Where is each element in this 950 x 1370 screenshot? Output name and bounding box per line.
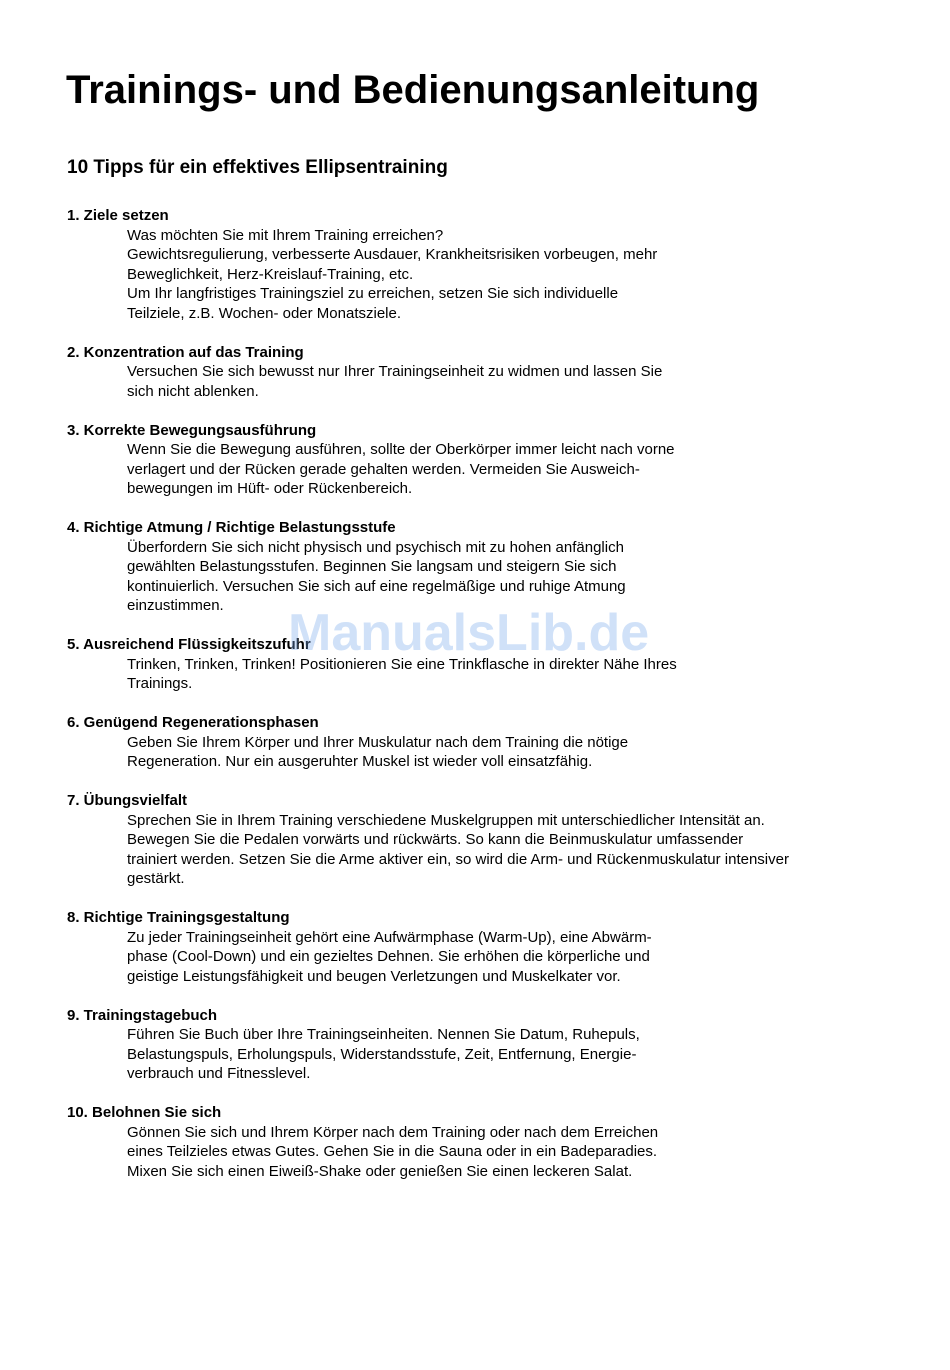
tip-heading: 5. Ausreichend Flüssigkeitszufuhr <box>67 636 311 653</box>
tip-text-line: Geben Sie Ihrem Körper und Ihrer Muskulatur nach dem Training die nötige <box>127 733 629 751</box>
watermark: ManualsLib.de <box>288 604 650 662</box>
tip-text-line: Teilziele, z.B. Wochen- oder Monatsziele. <box>127 304 402 322</box>
tip-section <box>67 206 897 323</box>
tip-text-line: Führen Sie Buch über Ihre Trainingseinheiten. Nennen Sie Datum, Ruhepuls, <box>127 1026 640 1043</box>
tips-list <box>67 206 897 1201</box>
tip-text-line: Sprechen Sie in Ihrem Training verschiedene Muskelgruppen mit unterschiedlicher Intensität an. <box>127 811 765 829</box>
tip-text-line: bewegungen im Hüft- oder Rückenbereich. <box>127 480 413 497</box>
tip-section <box>67 421 897 499</box>
tip-heading: 2. Konzentration auf das Training <box>67 343 304 361</box>
tip-section <box>67 713 897 772</box>
tip-text-line: verlagert und der Rücken gerade gehalten werden. Vermeiden Sie Ausweich- <box>127 460 640 478</box>
tip-text-line: Was möchten Sie mit Ihrem Training erreichen? <box>127 226 444 244</box>
tip-heading: 7. Übungsvielfalt <box>67 792 188 809</box>
tip-section <box>67 518 897 616</box>
tip-text-line: Zu jeder Trainingseinheit gehört eine Aufwärmphase (Warm-Up), eine Abwärm- <box>127 928 652 946</box>
tip-section <box>67 635 897 694</box>
tip-text-line: trainiert werden. Setzen Sie die Arme aktiver ein, so wird die Arm- und Rückenmuskulatur intensiver <box>127 850 789 868</box>
tip-heading: 8. Richtige Trainingsgestaltung <box>67 909 290 926</box>
tip-text-line: gewählten Belastungsstufen. Beginnen Sie langsam und steigern Sie sich <box>127 558 617 575</box>
tip-text-line: Mixen Sie sich einen Eiweiß-Shake oder genießen Sie einen leckeren Salat. <box>127 1162 633 1180</box>
tip-text-line: gestärkt. <box>127 870 185 887</box>
tip-heading: 9. Trainingstagebuch <box>67 1006 218 1024</box>
tip-text-line: Bewegen Sie die Pedalen vorwärts und rückwärts. So kann die Beinmuskulatur umfassender <box>127 831 744 848</box>
tip-text-line: Gewichtsregulierung, verbesserte Ausdauer, Krankheitsrisiken vorbeugen, mehr <box>127 246 658 263</box>
tip-text-line: Versuchen Sie sich bewusst nur Ihrer Trainingseinheit zu widmen und lassen Sie <box>127 363 663 380</box>
tip-text-line: geistige Leistungsfähigkeit und beugen Verletzungen und Muskelkater vor. <box>127 967 621 985</box>
tip-text-line: einzustimmen. <box>127 597 224 614</box>
tip-heading: 6. Genügend Regenerationsphasen <box>67 714 319 731</box>
section-subtitle: 10 Tipps für ein effektives Ellipsentraining <box>67 157 448 178</box>
tip-text-line: Wenn Sie die Bewegung ausführen, sollte der Oberkörper immer leicht nach vorne <box>127 441 675 458</box>
tip-section <box>67 791 897 889</box>
tip-heading: 10. Belohnen Sie sich <box>67 1104 222 1121</box>
tip-text-line: Beweglichkeit, Herz-Kreislauf-Training, etc. <box>127 265 414 283</box>
tip-heading: 3. Korrekte Bewegungsausführung <box>67 421 317 439</box>
tip-text-line: Belastungspuls, Erholungspuls, Widerstandsstufe, Zeit, Entfernung, Energie- <box>127 1045 637 1063</box>
tip-text-line: phase (Cool-Down) und ein gezieltes Dehnen. Sie erhöhen die körperliche und <box>127 948 650 965</box>
tip-text-line: kontinuierlich. Versuchen Sie sich auf eine regelmäßige und ruhige Atmung <box>127 577 626 595</box>
tip-text-line: Trinken, Trinken, Trinken! Positionieren Sie eine Trinkflasche in direkter Nähe Ihres <box>127 655 677 673</box>
tip-text-line: sich nicht ablenken. <box>127 382 259 400</box>
tip-heading: 1. Ziele setzen <box>67 207 169 224</box>
tip-heading: 4. Richtige Atmung / Richtige Belastungsstufe <box>67 519 396 536</box>
tip-text-line: eines Teilzieles etwas Gutes. Gehen Sie in die Sauna oder in ein Badeparadies. <box>127 1143 658 1160</box>
tip-text-line: Regeneration. Nur ein ausgeruhter Muskel ist wieder voll einsatzfähig. <box>127 753 593 770</box>
tip-text-line: Überfordern Sie sich nicht physisch und psychisch mit zu hohen anfänglich <box>127 538 624 556</box>
tip-section <box>67 1103 897 1181</box>
tip-text-line: Gönnen Sie sich und Ihrem Körper nach dem Training oder nach dem Erreichen <box>127 1123 659 1141</box>
tip-section <box>67 1006 897 1084</box>
tip-section <box>67 908 897 986</box>
tip-text-line: Um Ihr langfristiges Trainingsziel zu erreichen, setzen Sie sich individuelle <box>127 285 619 302</box>
tip-text-line: verbrauch und Fitnesslevel. <box>127 1065 311 1082</box>
tip-section <box>67 343 897 402</box>
tip-text-line: Trainings. <box>127 675 193 692</box>
page-title: Trainings- und Bedienungsanleitung <box>66 68 760 112</box>
